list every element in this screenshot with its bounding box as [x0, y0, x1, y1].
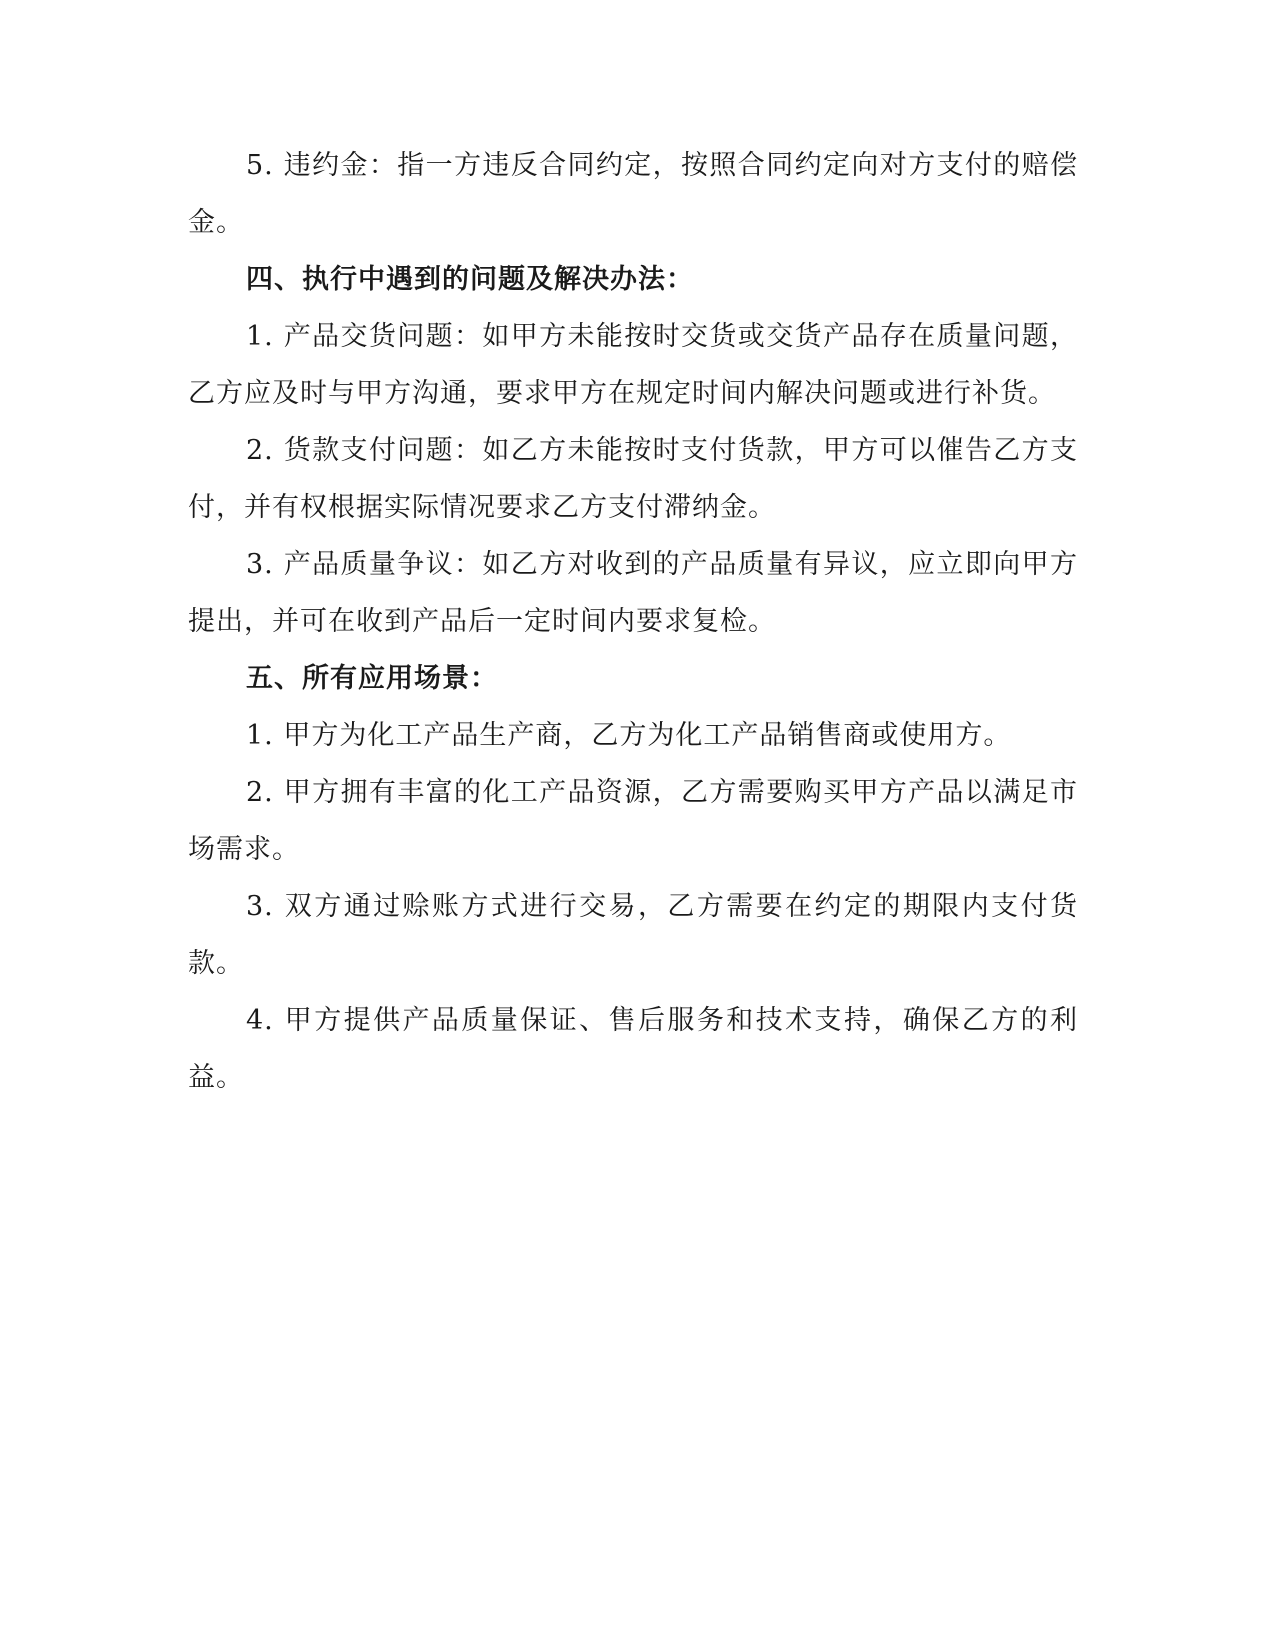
problem-2-payment: 2. 货款支付问题：如乙方未能按时支付货款，甲方可以催告乙方支付，并有权根据实际情况要求乙方支付滞纳金。: [188, 435, 1078, 523]
scenario-3: 3. 双方通过赊账方式进行交易，乙方需要在约定的期限内支付货款。: [188, 891, 1078, 979]
document-body: [188, 137, 1078, 1106]
scenario-4: 4. 甲方提供产品质量保证、售后服务和技术支持，确保乙方的利益。: [188, 1005, 1078, 1093]
section-heading-problems: 四、执行中遇到的问题及解决办法：: [246, 264, 694, 295]
problem-1-delivery: 1. 产品交货问题：如甲方未能按时交货或交货产品存在质量问题，乙方应及时与甲方沟通，要求甲方在规定时间内解决问题或进行补货。: [188, 321, 1078, 409]
scenario-2: 2. 甲方拥有丰富的化工产品资源，乙方需要购买甲方产品以满足市场需求。: [188, 777, 1078, 865]
clause-5-penalty: 5. 违约金：指一方违反合同约定，按照合同约定向对方支付的赔偿金。: [188, 150, 1078, 238]
problem-3-quality: 3. 产品质量争议：如乙方对收到的产品质量有异议，应立即向甲方提出，并可在收到产品后一定时间内要求复检。: [188, 549, 1078, 637]
section-heading-scenarios: 五、所有应用场景：: [246, 663, 498, 694]
scenario-1: 1. 甲方为化工产品生产商，乙方为化工产品销售商或使用方。: [246, 720, 1012, 751]
